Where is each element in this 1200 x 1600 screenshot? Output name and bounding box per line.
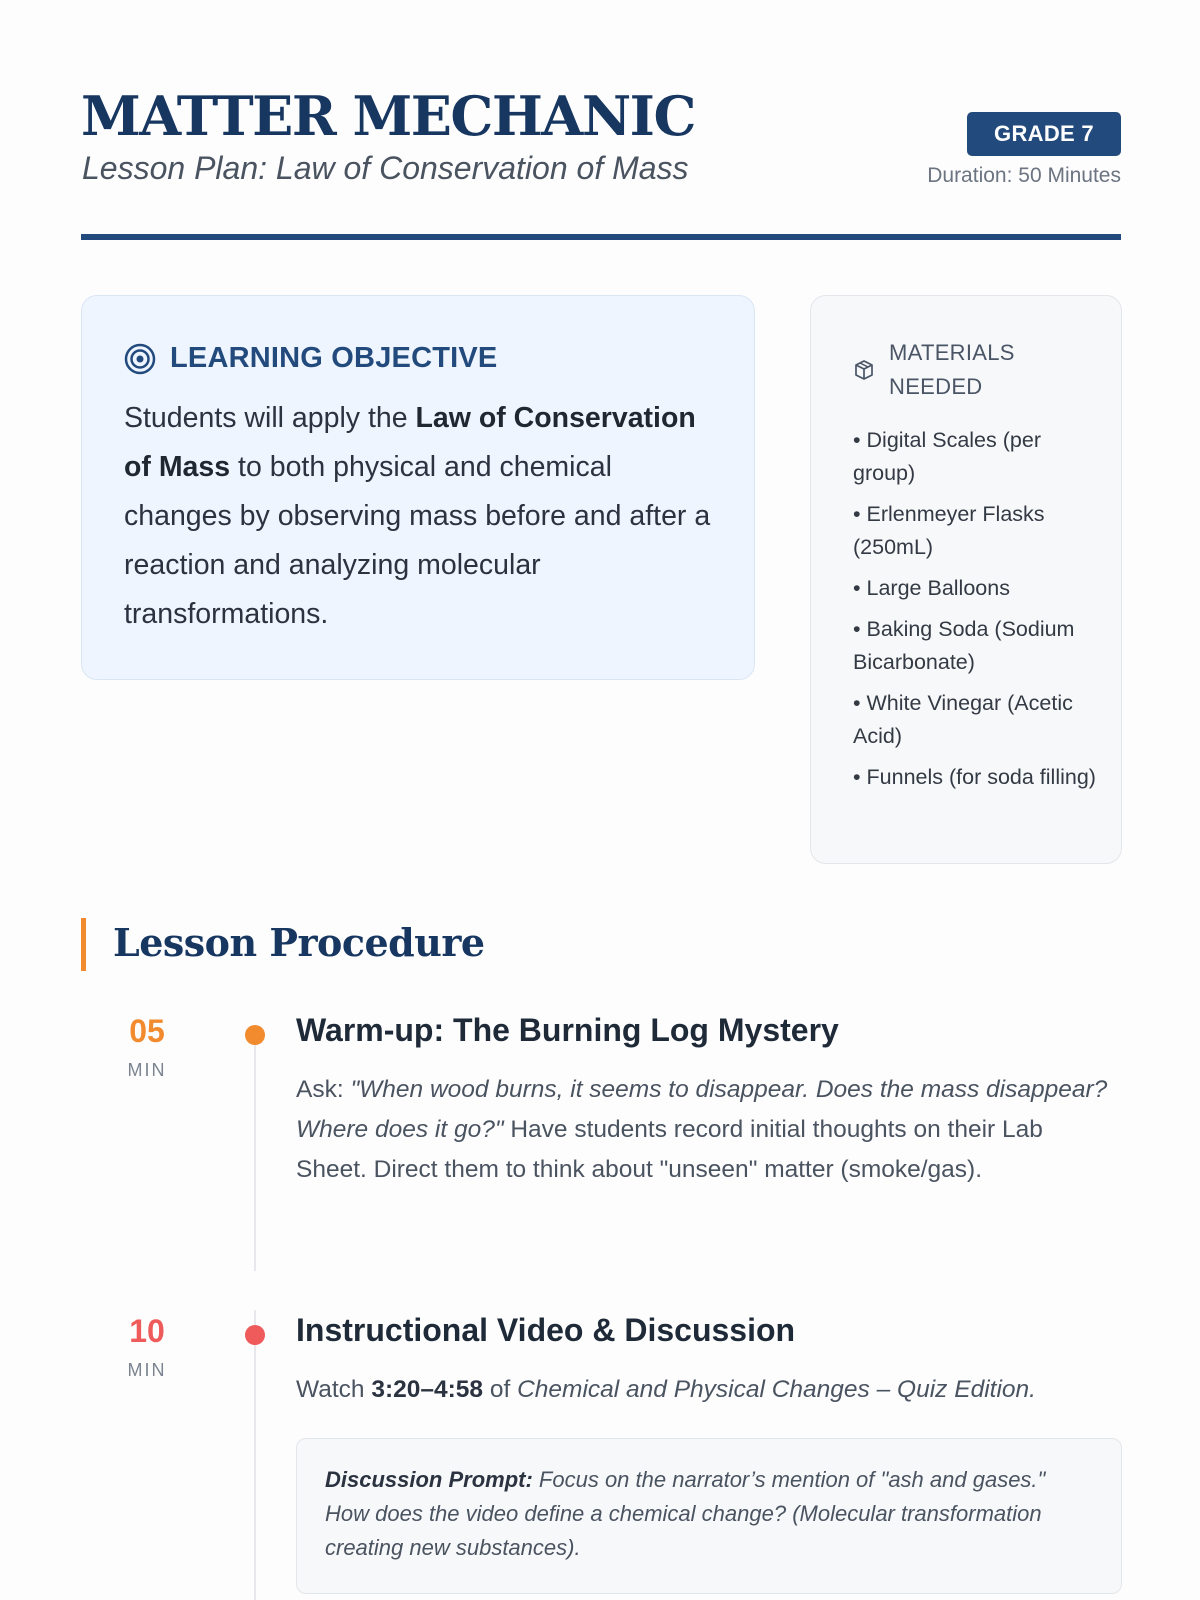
- list-item: • Large Balloons: [853, 576, 1010, 600]
- page-title: MATTER MECHANIC: [81, 84, 695, 148]
- timeline-line: [254, 1025, 256, 1271]
- list-item: • Funnels (for soda filling): [853, 765, 1096, 789]
- step-duration-unit: MIN: [127, 1360, 167, 1380]
- materials-card: [810, 295, 1122, 864]
- step-title: Warm-up: The Burning Log Mystery: [296, 1012, 839, 1048]
- duration-label: Duration: 50 Minutes: [927, 164, 1121, 187]
- materials-list: [853, 424, 1103, 802]
- discussion-prompt-label: Discussion Prompt:: [325, 1467, 533, 1492]
- materials-header: [853, 336, 1059, 404]
- page-subtitle: Lesson Plan: Law of Conservation of Mass: [82, 150, 689, 186]
- step-title: Instructional Video & Discussion: [296, 1312, 796, 1348]
- step-duration: 10: [129, 1313, 165, 1349]
- discussion-prompt: [296, 1438, 1122, 1594]
- list-item: • White Vinegar (Acetic Acid): [853, 691, 1073, 748]
- package-icon: [853, 359, 875, 381]
- discussion-prompt-text: Focus on the narrator’s mention of "ash and gases." How does the video define a chemical change? (Molecular transformation creating new substances).: [325, 1467, 1046, 1560]
- step-description: Watch 3:20–4:58 of Chemical and Physical Changes – Quiz Edition.: [296, 1376, 1036, 1403]
- objective-text: Students will apply the Law of Conservation of Mass to both physical and chemical changes by observing mass before and after a reaction and analyzing molecular transformations.: [124, 402, 711, 630]
- header-divider: [81, 234, 1121, 240]
- objective-header: [124, 342, 497, 375]
- list-item: • Baking Soda (Sodium Bicarbonate): [853, 617, 1075, 674]
- section-accent-bar: [81, 918, 86, 971]
- header: [81, 80, 1121, 240]
- timeline-dot: [245, 1325, 265, 1345]
- learning-objective-card: [81, 295, 755, 680]
- timeline-dot: [245, 1025, 265, 1045]
- step-duration: 05: [129, 1013, 165, 1049]
- target-icon: [124, 343, 156, 375]
- step-duration-unit: MIN: [127, 1060, 167, 1080]
- section-heading: Lesson Procedure: [113, 920, 485, 965]
- list-item: • Digital Scales (per group): [853, 428, 1041, 485]
- timeline-line: [254, 1310, 256, 1600]
- step-description: Ask: "When wood burns, it seems to disappear. Does the mass disappear? Where does it go?" Have students record initial thoughts on their Lab Sheet. Direct them to think about "unseen" matter (smoke/gas).: [296, 1076, 1108, 1183]
- objective-heading: LEARNING OBJECTIVE: [170, 342, 498, 374]
- grade-badge: GRADE 7: [967, 112, 1121, 156]
- list-item: • Erlenmeyer Flasks (250mL): [853, 502, 1045, 559]
- materials-heading: MATERIALS NEEDED: [889, 340, 1015, 399]
